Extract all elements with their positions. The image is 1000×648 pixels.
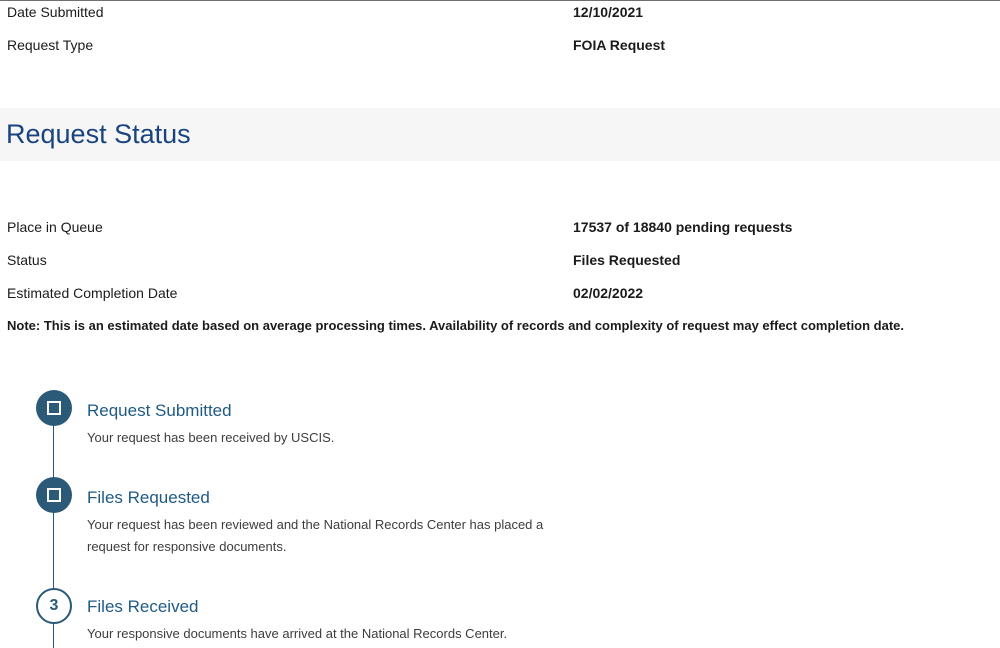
step-description: Your responsive documents have arrived at the National Records Center. [87, 626, 508, 641]
detail-row-place-in-queue [0, 216, 1000, 238]
detail-row-estimated-completion [0, 282, 1000, 304]
detail-value: 12/10/2021 [573, 4, 644, 20]
step-complete-indicator [36, 477, 72, 513]
estimate-note: Note: This is an estimated date based on average processing times. Availability of records and complexity of request may effect completion date. [7, 318, 905, 333]
detail-value: 17537 of 18840 pending requests [573, 219, 793, 235]
detail-value: 02/02/2022 [573, 285, 644, 301]
detail-row-date-submitted [0, 1, 1000, 23]
detail-row-status [0, 249, 1000, 271]
step-title-files-received: Files Received [87, 597, 199, 616]
detail-value: FOIA Request [573, 37, 666, 53]
section-title: Request Status [6, 119, 191, 149]
step-complete-indicator [36, 390, 72, 426]
detail-value: Files Requested [573, 252, 681, 268]
step-title-files-requested: Files Requested [87, 488, 210, 507]
section-header-band [0, 108, 1000, 161]
step-pending-indicator: 3 [36, 588, 72, 624]
detail-label: Estimated Completion Date [7, 285, 178, 301]
detail-label: Place in Queue [7, 219, 103, 235]
detail-label: Request Type [7, 37, 94, 53]
detail-label: Status [7, 252, 47, 268]
step-description: Your request has been received by USCIS. [87, 430, 335, 445]
square-check-icon [47, 488, 61, 502]
step-description: Your request has been reviewed and the National Records Center has placed a request for responsive documents. [87, 517, 544, 554]
detail-label: Date Submitted [7, 4, 104, 20]
detail-row-request-type [0, 34, 1000, 56]
step-title-request-submitted: Request Submitted [87, 401, 232, 420]
square-check-icon [47, 401, 61, 415]
